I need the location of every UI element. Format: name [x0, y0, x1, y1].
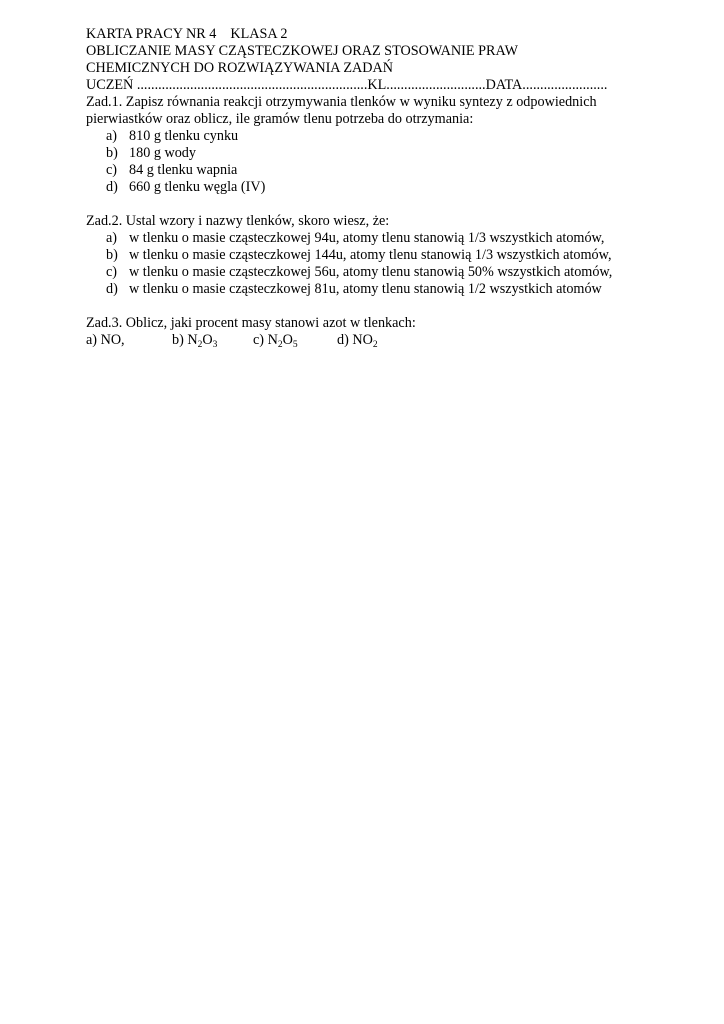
option-a: [86, 332, 172, 349]
list-item-text: 180 g wody: [129, 145, 196, 161]
subscript: 2: [277, 340, 283, 350]
list-item: [106, 247, 646, 264]
subscript: 2: [372, 340, 378, 350]
option-d: [337, 332, 378, 349]
list-item: [106, 179, 646, 196]
list-marker: a): [106, 230, 118, 246]
option-c-text: c) N: [253, 332, 278, 348]
worksheet-title: [86, 26, 646, 43]
option-b: [172, 332, 253, 349]
option-c-text-mid: O: [282, 332, 293, 348]
list-item-text: 810 g tlenku cynku: [129, 128, 239, 144]
list-item: [106, 281, 646, 298]
task-1-instruction-line-1: Zad.1. Zapisz równania reakcji otrzymywania tlenków w wyniku syntezy z odpowiednich: [86, 94, 597, 110]
list-marker: b): [106, 145, 118, 161]
list-item: [106, 128, 646, 145]
list-marker: b): [106, 247, 118, 263]
list-item-text: w tlenku o masie cząsteczkowej 144u, atomy tlenu stanowią 1/3 wszystkich atomów,: [129, 247, 612, 263]
list-marker: d): [106, 179, 118, 195]
worksheet-subtitle-line-2: CHEMICZNYCH DO ROZWIĄZYWANIA ZADAŃ: [86, 60, 393, 76]
option-a-text: a) NO,: [86, 332, 125, 348]
list-item-text: w tlenku o masie cząsteczkowej 94u, atomy tlenu stanowią 1/3 wszystkich atomów,: [129, 230, 605, 246]
task-1-instruction-line-2: pierwiastków oraz oblicz, ile gramów tlenu potrzeba do otrzymania:: [86, 111, 474, 127]
subscript: 3: [212, 340, 218, 350]
title-card-number: KARTA PRACY NR 4: [86, 26, 217, 42]
option-b-text: b) N: [172, 332, 198, 348]
task-2-instruction: Zad.2. Ustal wzory i nazwy tlenków, skoro wiesz, że:: [86, 213, 390, 229]
list-marker: c): [106, 162, 118, 178]
list-item-text: 660 g tlenku węgla (IV): [129, 179, 266, 195]
list-marker: d): [106, 281, 118, 297]
task-3-options: [86, 332, 646, 349]
task-2-list: [86, 230, 646, 298]
option-c: [253, 332, 337, 349]
task-1-list: [86, 128, 646, 196]
task-3-instruction: Zad.3. Oblicz, jaki procent masy stanowi azot w tlenkach:: [86, 315, 416, 331]
worksheet-subtitle-line-1: OBLICZANIE MASY CZĄSTECZKOWEJ ORAZ STOSOWANIE PRAW: [86, 43, 518, 59]
option-b-text-mid: O: [202, 332, 213, 348]
student-fields-line: UCZEŃ .................................................................KL............................DATA........................: [86, 77, 608, 93]
option-d-text: d) NO: [337, 332, 373, 348]
list-item-text: w tlenku o masie cząsteczkowej 81u, atomy tlenu stanowią 1/2 wszystkich atomów: [129, 281, 602, 297]
list-item: [106, 162, 646, 179]
worksheet-content: [86, 26, 646, 349]
list-item: [106, 264, 646, 281]
list-item-text: w tlenku o masie cząsteczkowej 56u, atomy tlenu stanowią 50% wszystkich atomów,: [129, 264, 613, 280]
spacer: [86, 298, 646, 315]
list-marker: a): [106, 128, 118, 144]
list-item: [106, 145, 646, 162]
subscript: 2: [197, 340, 203, 350]
list-marker: c): [106, 264, 118, 280]
title-class: KLASA 2: [230, 26, 288, 42]
subscript: 5: [292, 340, 298, 350]
spacer: [86, 196, 646, 213]
list-item-text: 84 g tlenku wapnia: [129, 162, 238, 178]
list-item: [106, 230, 646, 247]
